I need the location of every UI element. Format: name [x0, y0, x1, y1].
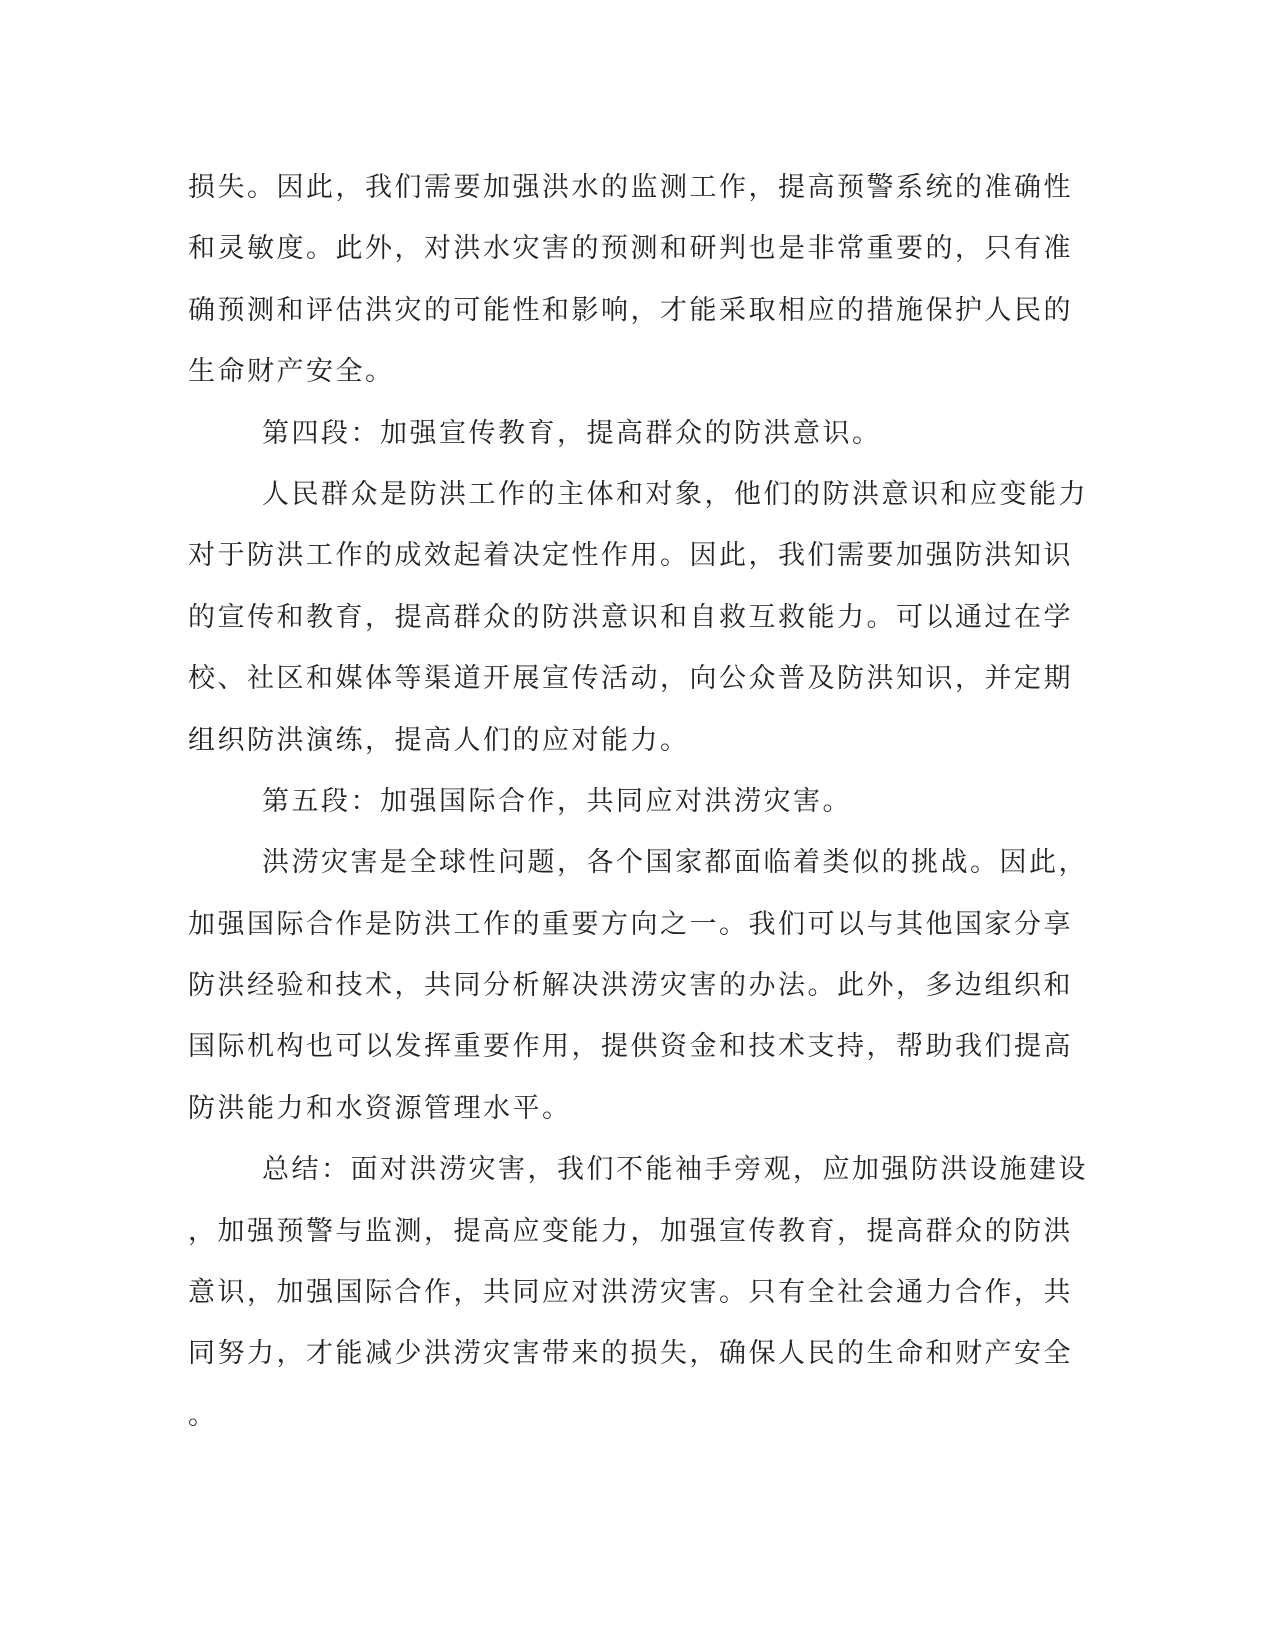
text-line: 组织防洪演练，提高人们的应对能力。: [188, 724, 690, 756]
text-line: 确预测和评估洪灾的可能性和影响，才能采取相应的措施保护人民的: [188, 294, 1073, 326]
text-line: 加强国际合作是防洪工作的重要方向之一。我们可以与其他国家分享: [188, 908, 1073, 940]
document-body: [188, 157, 1088, 1446]
text-line: 意识，加强国际合作，共同应对洪涝灾害。只有全社会通力合作，共: [188, 1277, 1073, 1309]
section-heading-5: 第五段：加强国际合作，共同应对洪涝灾害。: [262, 785, 852, 817]
text-line: 防洪能力和水资源管理水平。: [188, 1092, 572, 1124]
text-line: 和灵敏度。此外，对洪水灾害的预测和研判也是非常重要的，只有准: [188, 233, 1073, 265]
text-line: 生命财产安全。: [188, 356, 395, 388]
text-line: 人民群众是防洪工作的主体和对象，他们的防洪意识和应变能力: [262, 478, 1088, 510]
text-line: 。: [188, 1399, 218, 1431]
text-line: 国际机构也可以发挥重要作用，提供资金和技术支持，帮助我们提高: [188, 1031, 1073, 1063]
text-line: 损失。因此，我们需要加强洪水的监测工作，提高预警系统的准确性: [188, 172, 1073, 203]
text-line: 防洪经验和技术，共同分析解决洪涝灾害的办法。此外，多边组织和: [188, 970, 1073, 1002]
text-line: 洪涝灾害是全球性问题，各个国家都面临着类似的挑战。因此，: [262, 847, 1088, 879]
section-heading-4: 第四段：加强宣传教育，提高群众的防洪意识。: [262, 417, 882, 449]
text-line: 校、社区和媒体等渠道开展宣传活动，向公众普及防洪知识，并定期: [188, 663, 1073, 695]
text-line: 同努力，才能减少洪涝灾害带来的损失，确保人民的生命和财产安全: [188, 1338, 1073, 1370]
text-line: 对于防洪工作的成效起着决定性作用。因此，我们需要加强防洪知识: [188, 540, 1073, 572]
text-line: 的宣传和教育，提高群众的防洪意识和自救互救能力。可以通过在学: [188, 601, 1073, 633]
summary-heading: 总结：面对洪涝灾害，我们不能袖手旁观，应加强防洪设施建设: [262, 1154, 1088, 1186]
text-line: ，加强预警与监测，提高应变能力，加强宣传教育，提高群众的防洪: [188, 1215, 1073, 1247]
